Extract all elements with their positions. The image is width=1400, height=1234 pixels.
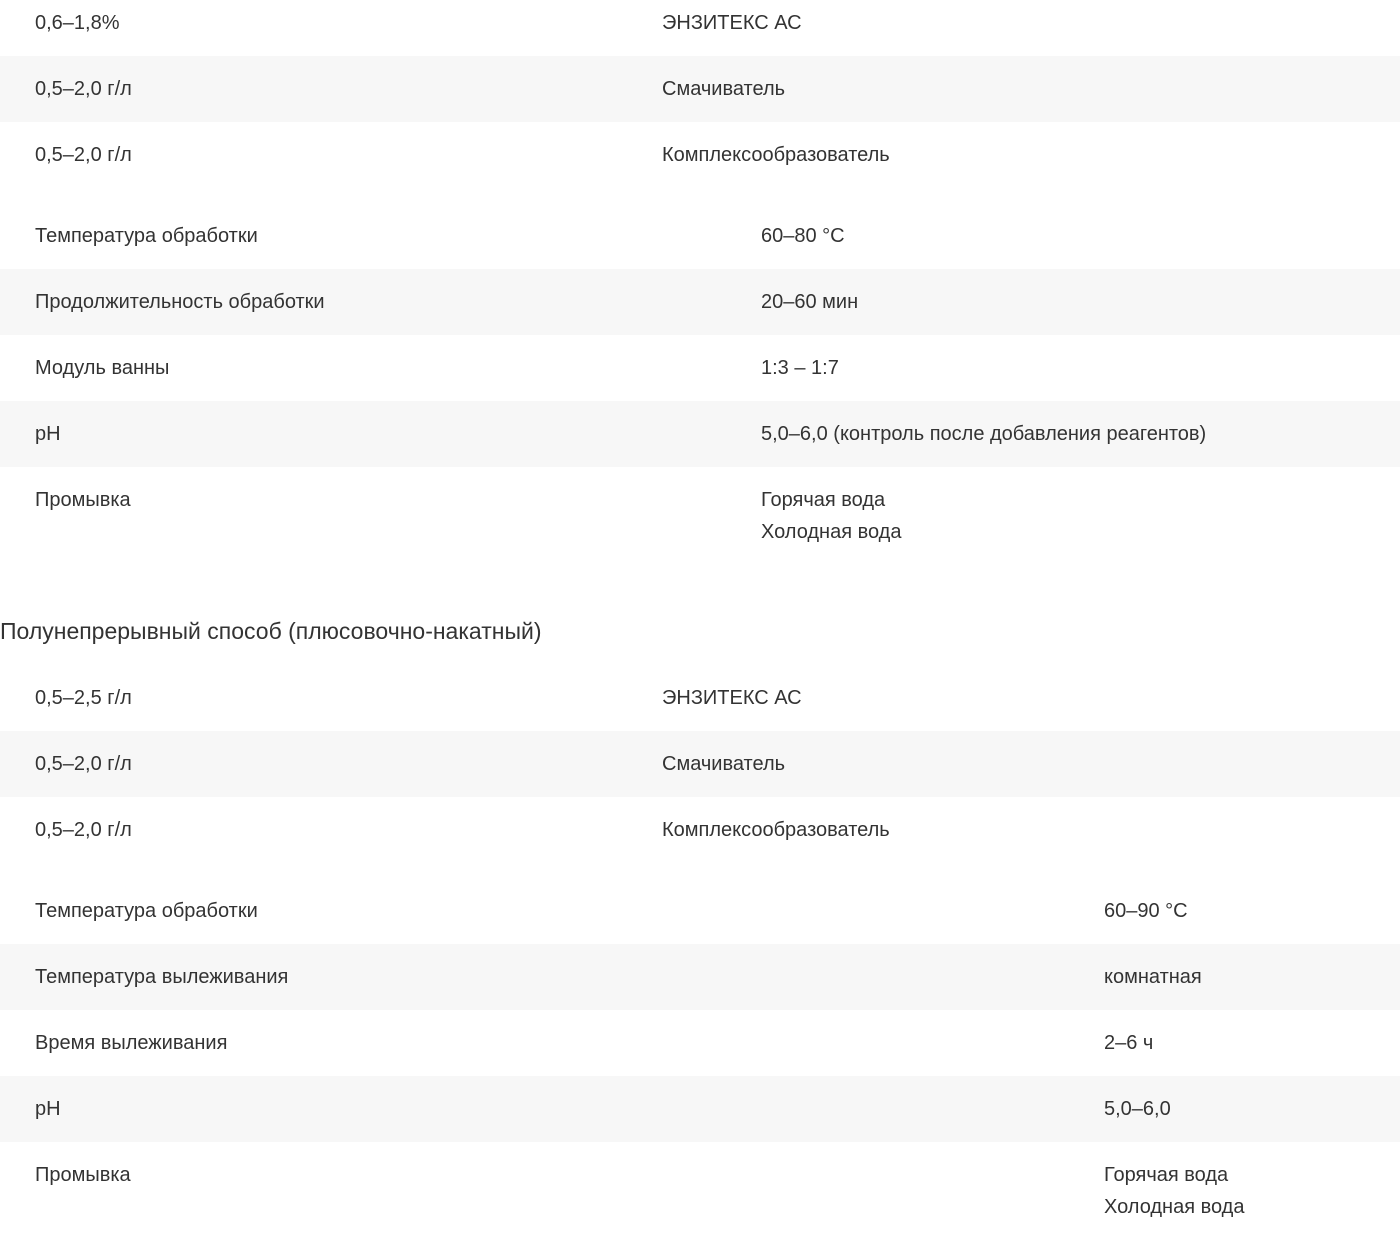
- recipe-table-semicontinuous: [0, 665, 1400, 863]
- table-row: [0, 467, 1400, 549]
- amount-cell: 0,6–1,8%: [35, 12, 120, 34]
- value-cell: 5,0–6,0: [1104, 1098, 1171, 1120]
- table-row: [0, 944, 1400, 1010]
- table-row: [0, 335, 1400, 401]
- param-cell: Промывка: [35, 489, 131, 511]
- table-row: [0, 797, 1400, 863]
- section-title: Полунепрерывный способ (плюсовочно-накатный): [0, 618, 542, 644]
- value-cell: 60–90 °C: [1104, 900, 1188, 922]
- table-row: [0, 203, 1400, 269]
- table-row: [0, 122, 1400, 188]
- param-cell: pH: [35, 1098, 61, 1120]
- param-cell: Промывка: [35, 1164, 131, 1186]
- recipe-table-batch: [0, 0, 1400, 188]
- amount-cell: 0,5–2,0 г/л: [35, 144, 132, 166]
- table-row: [0, 401, 1400, 467]
- amount-cell: 0,5–2,0 г/л: [35, 78, 132, 100]
- table-row: [0, 731, 1400, 797]
- param-cell: pH: [35, 423, 61, 445]
- table-row: [0, 269, 1400, 335]
- amount-cell: 0,5–2,0 г/л: [35, 753, 132, 775]
- table-row: [0, 0, 1400, 56]
- value-line: Холодная вода: [1104, 1196, 1245, 1218]
- value-line: Горячая вода: [1104, 1164, 1229, 1186]
- product-cell: ЭНЗИТЕКС АС: [662, 687, 802, 709]
- process-table-semicontinuous: [0, 878, 1400, 1224]
- product-cell: ЭНЗИТЕКС АС: [662, 12, 802, 34]
- value-cell: 1:3 – 1:7: [761, 357, 839, 379]
- value-line: Горячая вода: [761, 489, 886, 511]
- param-cell: Температура обработки: [35, 225, 258, 247]
- value-cell: 5,0–6,0 (контроль после добавления реагентов): [761, 423, 1207, 445]
- value-cell: комнатная: [1104, 966, 1202, 988]
- amount-cell: 0,5–2,5 г/л: [35, 687, 132, 709]
- product-cell: Смачиватель: [662, 78, 786, 100]
- param-cell: Продолжительность обработки: [35, 291, 325, 313]
- value-cell: 20–60 мин: [761, 291, 859, 313]
- value-cell: [761, 484, 901, 548]
- param-cell: Температура обработки: [35, 900, 258, 922]
- param-cell: Температура вылеживания: [35, 966, 289, 988]
- product-cell: Комплексообразователь: [662, 819, 890, 841]
- value-line: Холодная вода: [761, 521, 902, 543]
- product-cell: Смачиватель: [662, 753, 786, 775]
- value-cell: [1104, 1159, 1244, 1223]
- param-cell: Время вылеживания: [35, 1032, 228, 1054]
- table-row: [0, 56, 1400, 122]
- table-row: [0, 1076, 1400, 1142]
- table-row: [0, 665, 1400, 731]
- table-row: [0, 878, 1400, 944]
- param-cell: Модуль ванны: [35, 357, 170, 379]
- product-cell: Комплексообразователь: [662, 144, 890, 166]
- value-cell: 2–6 ч: [1104, 1032, 1154, 1054]
- process-table-batch: [0, 203, 1400, 549]
- amount-cell: 0,5–2,0 г/л: [35, 819, 132, 841]
- table-row: [0, 1142, 1400, 1224]
- table-row: [0, 1010, 1400, 1076]
- value-cell: 60–80 °C: [761, 225, 845, 247]
